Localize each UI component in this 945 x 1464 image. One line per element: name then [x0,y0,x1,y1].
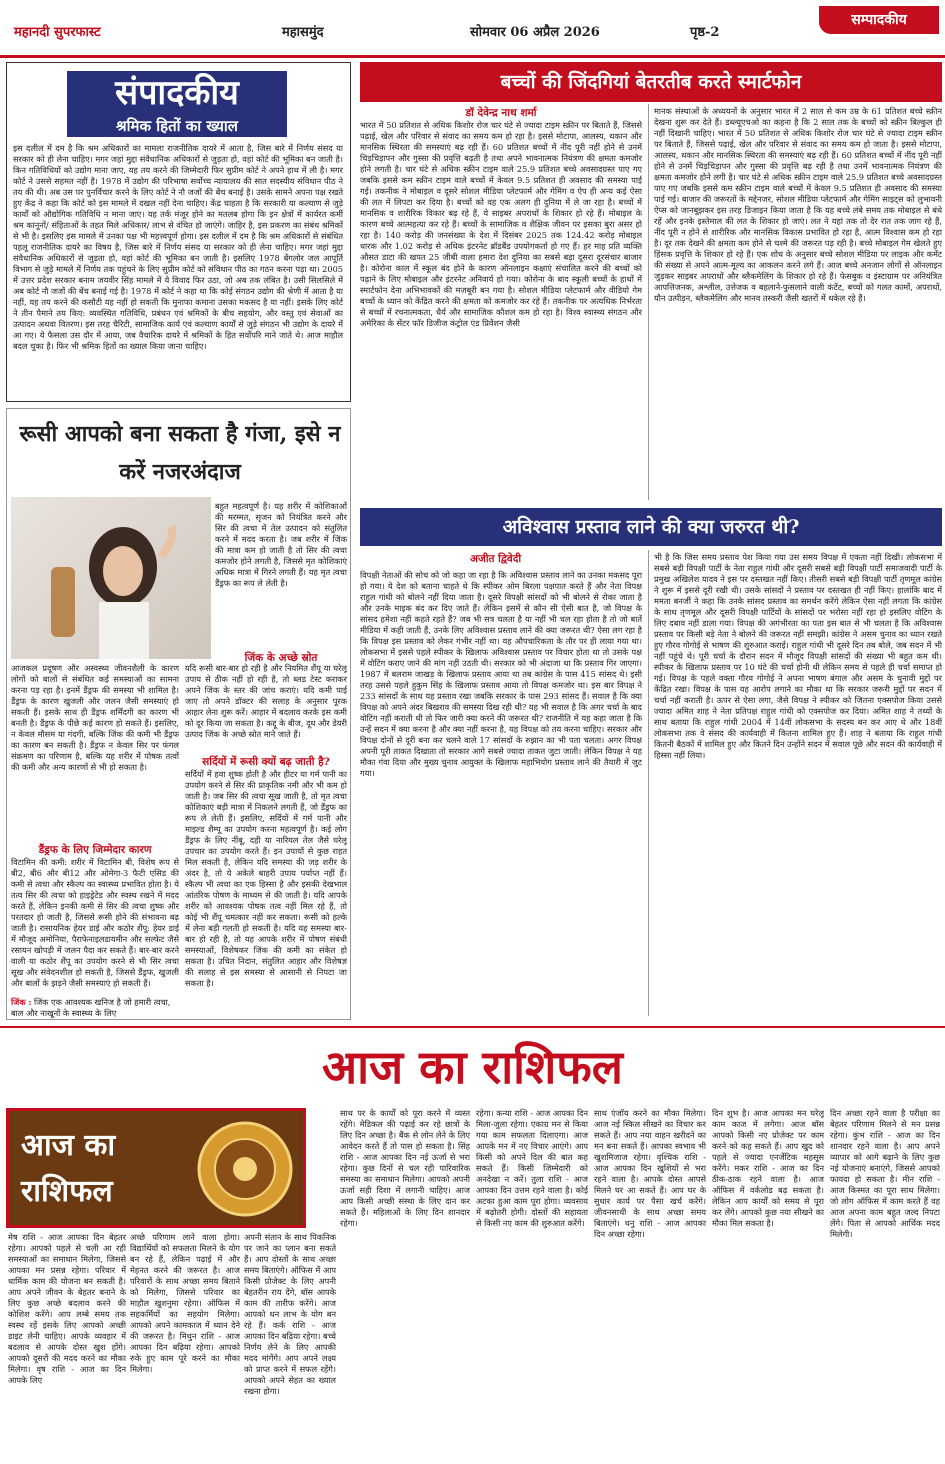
rashifal-col1: मेष राशि - आज आपका दिन बेहतर रहेगा। आपको पहले से चली आ रही समस्याओं का समाधान मिलेगा, जिससे आपका मन प्रसन्न रहेगा। परिवार में धार्मिक काम की योजना बन सकती है। आप अपने जीवन के बेहतर बनाने के लिए कुछ अच्छे बदलाव करने की कोशिश करेंगे। आप लम्बे समय तक स्वस्थ रहें इसके लिए आपको अच्छी डाइट लेनी चाहिए। आपके व्यवहार में बदलाव से आपके दोस्त खुश होंगे। आपको दूसरों की मदद करने का मौका मिलेगा। वृष राशि - आज का दिन आपके लिए [8,1232,126,1385]
smartphone-title: बच्चों की जिंदगियां बेतरतीब करते स्मार्टफोन [360,62,942,102]
noconfidence-col2: भी है कि जिस समय प्रस्ताव पेश किया गया उस समय विपक्ष में एकता नहीं दिखी। लोकसभा में सबसे बड़ी विपक्षी पार्टी के नेता राहुल गांधी और दूसरी सबसे बड़ी विपक्षी पार्टी समाजवादी पार्टी के प्रमुख अखिलेश यादव ने इस पर दस्तखत नहीं किए। तीसरी सबसे बड़ी विपक्षी पार्टी तृणमूल कांग्रेस ने शुरू में इससे दूरी रखी थी। उसके सांसदों ने प्रस्ताव पर दस्तखत ही नहीं किए। हालांकि बाद में ममता बनर्जी ने कहा कि उनके सांसद प्रस्ताव का समर्थन करेंगे लेकिन ऐसा नहीं लगता कि कांग्रेस के साथ तृणमूल और दूसरी विपक्षी पार्टियों के सांसदों पर भरोसा नहीं रहा हो इसलिए वोटिंग के लिए दबाव नहीं डाला गया। विपक्ष की अगंभीरता का पता इस बात से भी चलता है कि अविश्वास प्रस्ताव पर किसी बड़े नेता ने बोलने की जरूरत नहीं समझी। कांग्रेस ने असम चुनाव का ध्यान रखते हुए गौरव गोगोई से भाषण की शुरुआत कराई। राहुल गांधी भी दूसरे दिन तब बोले, जब सदन में भी नहीं पहुंचे थे। पूरी चर्चा के दौरान सदन में मौजूद विपक्षी सांसदों की संख्या भी बहुत कम थी। स्पीकर के खिलाफ प्रस्ताव पर 10 घंटे की चर्चा होनी थी लेकिन समय से पहले ही चर्चा समाप्त हो गई। विपक्ष के पहले वक्ता गौरव गोगोई ने अपना भाषण बंगाल और असम के चुनावी मुद्दों पर केंद्रित रखा। विपक्ष के पास यह आरोप लगाने का मौका था कि सरकार जरूरी मुद्दों पर सदन में चर्चा नहीं कराती है। ऊपर से ऐसा लगा, जैसे विपक्ष ने स्पीकर को जितना एक्सपोज किया उससे ज्यादा अमित शाह ने नेता प्रतिपक्ष राहुल गांधी को एक्सपोज कर दिया। अमित शाह ने तथ्यों के साथ बताया कि राहुल गांधी 2004 में 14वीं लोकसभा के सदस्य बन कर आए थे और 18वीं लोकसभा तक वे संसद की कार्यवाही में कितना शामिल हुए हैं। शाह ने बताया कि राहुल गांधी कितनी बैठकों में शामिल हुए और कितने दिन उन्होंने सदन में सवाल पूछे और सदन की कार्यवाही में हिस्सा नहीं लिया। [654,552,942,760]
masthead [0,0,945,58]
issue-date: सोमवार 06 अप्रैल 2026 [470,25,600,40]
hair-article [6,408,351,1020]
rashifal-col6: साथ एंजॉय करने का मौका मिलेगा। आज नई स्किल सीखने का विचार कर सकते हैं। आप नया वाहन खरीदने का मन बना सकते हैं। आपका स्वभाव भी खुशमिजाज रहेगा। वृश्चिक राशि - आज आपका दिन खुशियों से भरा रहने वाला है। आपके दोस्त आपसे मिलने घर आ सकते हैं। आप घर के सुधार कार्य पर पैसा खर्च करेंगे। जीवनसाथी के साथ अच्छा समय बिताएंगे। धनु राशि - आज आपका दिन अच्छा रहेगा। [594,1108,706,1239]
hair-left-body: आजकल प्रदूषण और अस्वस्थ्य जीवनशैली के कारण लोगों को बालों से संबंधित कई समस्याओं का सामना करना पड़ रहा है। इनमें डैंड्रफ की समस्या भी शामिल है। डैंड्रफ के कारण खुजली और जलन जैसी समस्याएं हो सकती हैं। इसके साथ ही डैंड्रफ शर्मिंदगी का कारण भी बनती है। डैंड्रफ के पीछे कई कारण हो सकते हैं। इसलिए, न केवल मौसम या गंदगी, बल्कि जिंक की कमी भी डैंड्रफ का कारण बन सकती है। डैंड्रफ न केवल सिर पर फंगल संक्रमण का परिणाम है, बल्कि यह शरीर में पोषक तत्वों की कमी और अन्य कारणों से भी हो सकता है। [11,663,179,772]
zinc-label: जिंक : [11,997,32,1007]
hair-photo [11,497,211,659]
rashifal-col8: दिन अच्छा रहने वाला है परीक्षा का बेहतर परिणाम मिलने से मन प्रसन्न रहेगा। कुंभ राशि - आज का दिन शानदार रहने वाला है। आप अपने व्यापार को आगे बढ़ाने के लिए कुछ नई योजनाएं बनाएंगे, जिससे आपको फायदा हो सकता है। मीन राशि - आज किस्मत का पूरा साथ मिलेगा। जो लोग ऑफिस में काम करते हैं वह आज अपना काम बहुत जल्द निपटा लेंगे। पिता से आपको आर्थिक मदद मिलेगी। [830,1108,940,1239]
winter-heading: सर्दियों में रूसी क्यों बढ़ जाती है? [202,756,330,768]
rashifal-col4: साथ पर के कार्यों को पूरा करने में व्यस्त रहेंगे। मेडिकल की पढ़ाई कर रहे छात्रों के लिए दिन अच्छा है। बैंक से लोन लेने के लिए आवेदन करते हैं तो पास हो सकता है। सिंह राशि - आज आपका दिन नई ऊर्जा से भरा रहेगा। कुछ दिनों से चल रही पारिवारिक समस्या का समाधान मिलेगा। आपको अपनी ऊर्जा सही दिशा में लगानी चाहिए। आज आप किसी अच्छी संस्था के लिए दान कर सकते हैं। महिलाओं के लिए दिन शानदार रहेगा। [340,1108,470,1228]
column-rule [648,550,649,1016]
editorial-body: इस दलील में दम है कि श्रम अधिकारों का मामला राजनीतिक दायरे में आता है, जिस बारे में निर्णय संसद या सरकार को ही लेना चाहिए। मगर जहां मुद्दा संवैधानिक अधिकारों से जुड़ता हो, वहां कोर्ट की भूमिका बन जाती है। किन गतिविधियों को उद्योग माना जाए, यह तय करने की जिम्मेदारी फिर सुप्रीम कोर्ट ने अपने हाथ में ली है। मगर कोर्ट ने उससे सहमत नहीं है। 1978 में उद्योग की परिभाषा सर्वोच्च न्यायालय की सात सदस्यीय संविधान पीठ ने तय की थी। अब उस पर पुनर्विचार करने के लिए कोर्ट ने नौ जजों की बेंच बनाई है। उसके सामने अपना पक्ष रखते हुए केंद्र ने कहा कि कोर्ट को इस मामले में दखल नहीं देना चाहिए। केंद्र चाहता है कि सरकारी या कल्याण से जुड़े कार्यों को औद्योगिक गतिविधि न माना जाए। यह तर्क मंजूर होने का मतलब होगा कि इन क्षेत्रों में कार्यरत कर्मी श्रम कानूनों/ संहिताओं के तहत मिले अधिकार/ लाभ से वंचित हो जाएंगे। जाहिर है, इस प्रकरण का संबंध श्रमिकों से भी है। इसलिए इस मामले में उनका पक्ष भी महत्त्वपूर्ण होगा। इस दलील में दम है कि श्रम अधिकारों से संबंधित पहलू राजनीतिक दायरे का विषय है, जिस बारे में निर्णय संसद या सरकार को ही लेना चाहिए। मगर जहां मुद्दा संवैधानिक अधिकारों से जुड़ता हो, वहां कोर्ट की भूमिका बन जाती है। इसलिए 1978 बेंगलोर जल आपूर्ति विभाग से जुड़े मामले में निर्णय तक पहुंचने के लिए सुप्रीम कोर्ट को संविधान पीठ का गठन करना पड़ा था। 2005 में उत्तर प्रदेश सरकार बनाम जयवीर सिंह मामले में ये विवाद फिर उठा, जो अब तक लंबित है। उसी सिलसिले में अब कोर्ट नौ जजों की बेंच बनाई गई है। 1978 में कोर्ट ने कहा था कि कोई संगठन उद्योग की श्रेणी में आता है या नहीं, यह तय करने की कसौटी यह नहीं हो सकती कि मुनाफा कमाना उसका मकसद है या नहीं। इसके लिए कोर्ट ने तीन पैमाने तय किए: व्यवस्थित गतिविधि, प्रबंधन एवं श्रमिकों के बीच सहयोग, और वस्तु एवं सेवाओं का उत्पादन अथवा वितरण। इस तरह चैरिटी, सामाजिक कार्य एवं कल्याण कार्यों से जुड़े संगठन भी उद्योग के दायरे में आ गए। ये फैसला उस दौर में आया, जब वैचारिक दायरे में श्रमिकों के हित सर्वोपरि माने जाते थे। आज माहौल बदल चुका है। फिर भी श्रमिक हितों का ख्याल किया जाना चाहिए। [13,143,343,351]
smartphone-col1: भारत में 50 प्रतिशत से अधिक किशोर रोज चार घंटे से ज्यादा टाइम स्क्रीन पर बिताते हैं, जिससे पढ़ाई, खेल और परिवार से संवाद का समय कम हो रहा है। इससे मोटापा, आलस्य, थकान और मानसिक स्थिरता की समस्याएं बढ़ रही हैं। 60 प्रतिशत बच्चों में नींद पूरी नहीं होने से उनमें चिड़चिड़ापन और गुस्सा की प्रवृत्ति बढ़ती है तथा अपने भावनात्मक नियंत्रण की क्षमता कमजोर होने लगती है। चार घंटे से अधिक स्क्रीन टाइम वाले 25.9 प्रतिशत बच्चे अवसादग्रस्त पाए गए जबकि इससे कम स्क्रीन टाइम वाले बच्चों में केवल 9.5 प्रतिशत ही अवसाद की समस्या पाई गई। तकनीक ने मोबाइल व दूसरे सोशल मीडिया प्लेटफार्म और गेमिंग व ऐप ही अन्य कई ऐसा की लत में लिपटा कर दिया है। बच्चों को वह एक अलग ही दुनिया में ले जा रहा है। बच्चों में मानसिक व शारीरिक विकार बढ़ रहे हैं, ये साइबर अपराधों के शिकार हो रहे हैं। मोबाइल के कारण बच्चे आत्महत्या कर रहे हैं। बच्चों के सामाजिक व शैक्षिक जीवन पर इसका बुरा असर हो रहा है। 140 करोड़ की जनसंख्या के देश में दिसंबर 2025 तक 124.42 करोड़ मोबाइल धारक और 1.02 करोड़ से अधिक इंटरनेट ब्रॉडबैंड उपयोगकर्ता हो गए हैं। हर माह प्रति व्यक्ति औसत डाटा की खपत 25 जीबी वाला हमारा देश दुनिया का सबसे बड़ा दूसरा दूरसंचार बाजार है। कोरोना काल में स्कूल बंद होने के कारण ऑनलाइन कक्षाएं संचालित करने की बच्चों को पढ़ाने के लिए मोबाइल और इंटरनेट अनिवार्य हो गया। कोरोना के बाद स्कूली बच्चों के हाथों में स्मार्टफोन देना अभिभावकों की मजबूरी बन गया है। सोशल मीडिया प्लेटफार्म और वीडियो गेम बच्चों के ध्यान को केंद्रित करने की क्षमता को कमजोर कर रहे हैं। तकनीक पर अत्यधिक निर्भरता से बच्चों में रचनात्मकता, धैर्य और सामाजिक कौशल कम हो रहा है। विश्व स्वास्थ्य संगठन और अमेरिका के सेंटर फॉर डिजीज कंट्रोल एंड प्रिवेंशन जैसी [360,120,642,328]
rashifal-col5: रहेगा। कन्या राशि - आज आपका दिन मिला-जुला रहेगा। एकाग्र मन से किया गया काम सफलता दिलाएगा। आज आपके मन में नए विचार आएंगे। आप किसी को अपने दिल की बात कह सकते हैं। किसी जिम्मेदारी को अनदेखा न करें। तुला राशि - आज आपका दिन उत्तम रहने वाला है। कोई अटका हुआ काम पूरा होगा। व्यवसाय में बढ़ोतरी होगी। दोस्तों की सहायता से किसी नए काम की शुरुआत करेंगे। [476,1108,588,1228]
city-name: महासमुंद [282,25,324,40]
editorial-title: श्रमिक हितों का ख्याल [67,115,287,137]
rashifal-col7: दिन शुभ है। आज आपका मन घरेलू काम काज में लगेगा। आज बॉस आपको किसी नए प्रोजेक्ट पर काम करने को कह सकते हैं। आप खुद को पहले से ज्यादा एनर्जेटिक महसूस करेंगे। मकर राशि - आज का दिन ठीक-ठाक रहने वाला है। आज ऑफिस में वर्कलोड बढ़ सकता है। लेकिन आप कार्यों को समय से पूरा कर लेंगे। आपको कुछ नया सीखने का मौका मिल सकता है। [712,1108,824,1228]
zinc-last: जिंक एक आवश्यक खनिज है जो हमारी त्वचा, बाल और नाखूनों के स्वास्थ्य के लिए [11,997,171,1018]
smartphone-col2: मानक संस्थाओं के अध्ययनों के अनुसार भारत में 2 साल से कम उम्र के 61 प्रतिशत बच्चे स्क्रीन देखना शुरू कर देते हैं। डब्ल्यूएचओ का कहना है कि 2 साल तक के बच्चों को स्क्रीन बिल्कुल ही नहीं दिखानी चाहिए। भारत में 50 प्रतिशत से अधिक किशोर रोज चार घंटे से ज्यादा टाइम स्क्रीन पर बिताते हैं, जिससे पढ़ाई, खेल और परिवार से संवाद का समय कम हो जाता है। इससे मोटापा, आलस्य, थकान और मानसिक स्थिरता की समस्याएं बढ़ रही हैं। 60 प्रतिशत बच्चों में नींद पूरी नहीं होने से उनमें चिड़चिड़ापन और गुस्सा की प्रवृत्ति बढ़ रही है तथा उनमें भावनात्मक नियंत्रण की क्षमता कमजोर होने लगी है। चार घंटे से अधिक स्क्रीन टाइम वाले 25.9 प्रतिशत बच्चे अवसादग्रस्त पाए गए जबकि इससे कम स्क्रीन टाइम वाले बच्चों में केवल 9.5 प्रतिशत ही अवसाद की समस्या पाई गई। बाजार की जरूरतों के मद्देनजर, सोशल मीडिया प्लेटफार्म और गेमिंग साइट्स को लुभावनी ऐप्स को जानबूझकर इस तरह डिजाइन किया जाता है कि यह बच्चे लंबे समय तक मोबाइल से बंधे रहें और इनके इस्तेमाल की लत के शिकार हो जाएं। लत ने यहां तक तो देर रात तक जाग रहे हैं, नींद पूरी न होने से शारीरिक और मानसिक विकास प्रभावित हो रहा है, आत्म विश्वास कम हो रहा है। दूर तक देखने की क्षमता कम होने से चश्मे की जरूरत पड़ रही है। बच्चे मोबाइल गेम खेलते हुए हिंसक प्रवृत्ति के शिकार हो रहे हैं। एक शोध के अनुसार बच्चे सोशल मीडिया पर लाइक और कमेंट की संख्या से अपने आत्म-मूल्य का आकलन करने लगे हैं। आज बच्चे अनजान लोगों से ऑनलाइन जुड़कर साइबर अपराधों और ब्लैकमेलिंग के शिकार हो रहे हैं। फेसबुक व इंस्टाग्राम पर अनियंत्रित आपत्तिजनक, अश्लील, उत्तेजक व बहलाने-फुसलाने वाली कंटेंट, बच्चों को गलत कामों, अपराधों, यौन उत्पीड़न, ब्लैकमेलिंग और मानव तस्करी जैसी खतरों में धकेल रहे हैं। [654,106,942,303]
zinc-body: यदि रूसी बार-बार हो रही है और नियमित शैंपू या घरेलू उपाय से ठीक नहीं हो रही है, तो ब्लड टेस्ट कराकर अपने जिंक के स्तर की जांच कराएं। यदि कमी पाई जाए तो अपने डॉक्टर की सलाह के अनुसार पूरक आहार लेना शुरू करें। आहार में बदलाव करके इस कमी को दूर किया जा सकता है। कद्दू के बीज, दूध और डेयरी उत्पाद जिंक के अच्छे स्रोत माने जाते हैं। [185,663,347,739]
page-number: पृष्ठ-2 [690,25,720,40]
noconfidence-col1: विपक्षी नेताओं की सोच को जो कहा जा रहा है कि अविश्वास प्रस्ताव लाने का उनका मकसद पूरा हो गया। ये देश को बताना चाहते थे कि स्पीकर ओम बिरला पक्षपात करते हैं और नेता विपक्ष राहुल गांधी को बोलने नहीं दिया जाता है। दूसरे विपक्षी सांसदों को भी बोलने से रोका जाता है और उनके माइक बंद कर दिए जाते हैं। लेकिन इसमें से कौन सी ऐसी बात है, जो विपक्ष के सांसद हमेशा नहीं कहते रहते हैं? जब भी सत्र चलता है या नहीं भी चल रहा होता है तो जो बातें मीडिया में कही जाती हैं, उनके लिए अविश्वास प्रस्ताव लाने की क्या जरूरत थी? ऐसा लग रहा है कि विपक्ष इस प्रस्ताव को लेकर गंभीर नहीं था। यह औपचारिकता के तौर पर ही लाया गया था। लोकसभा में इससे पहले स्पीकर के खिलाफ अविश्वास प्रस्ताव पर विचार होता था तो उसके पक्ष में वोटिंग कराए जाने की मांग नहीं उठती थी। सरकार को भी अंदाजा था कि प्रस्ताव गिर जाएगा। 1987 में बलराम जाखड़ के खिलाफ प्रस्ताव आया था तब कांग्रेस के पास 415 सांसद थे। इसी तरह उससे पहले हुकुम सिंह के खिलाफ प्रस्ताव आया तो विपक्ष कमजोर था। इस बार विपक्ष ने 233 सांसदों के साथ यह प्रस्ताव रखा जबकि सरकार के पास 293 सांसद हैं। सवाल है कि क्या विपक्ष को अपने अंदर बिखराव की समस्या दिख रही थी? यह भी सवाल है कि अगर चर्चा के बाद वोटिंग नहीं कराती थी तो फिर जारी क्या करने की जरूरत थी? राजनीति में यह कहा जाता है कि उन्हें सदन में क्या करना है और क्या नहीं करना है, यह विपक्ष को तय करना चाहिए। सरकार और विपक्ष दोनों से दूरी बना कर चलने वाले 17 सांसदों के रुझान का भी पता चलता। अगर विपक्ष अपनी पूरी ताकत दिखाता तो सरकार आगे सबसे ज्यादा ताकत जुटा जाती। लेकिन विपक्ष ने यह मौका गंवा दिया और मुख्य चुनाव आयुक्त के खिलाफ महाभियोग प्रस्ताव लाने की तैयारी में जुट गया। [360,570,642,778]
editorial-box [6,62,351,402]
winter-body: सर्दियों में हवा शुष्क होती है और हीटर या गर्म पानी का उपयोग करने से सिर की प्राकृतिक नमी और भी कम हो जाती है। जब सिर की त्वचा सूख जाती है, तो मृत त्वचा कोशिकाएं बड़ी मात्रा में निकलने लगती हैं, जो डैंड्रफ का रूप ले लेती हैं। इसलिए, सर्दियों में गर्म पानी और माइल्ड शैम्पू का उपयोग करना महत्वपूर्ण है। कई लोग डैंड्रफ के लिए नींबू, दही या नारियल तेल जैसे घरेलू उपचार का उपयोग करते हैं। इन उपायों से कुछ राहत मिल सकती है, लेकिन यदि समस्या की जड़ शरीर के अंदर है, तो ये अकेले बाहरी उपाय पर्याप्त नहीं हैं। स्कैल्प भी त्वचा का एक हिस्सा है और इसकी देखभाल आंतरिक पोषण के माध्यम से की जाती है। यदि आपके शरीर को आवश्यक पोषक तत्व नहीं मिल रहे हैं, तो कोई भी शैंपू चमत्कार नहीं कर सकता। रूसी को हल्के में लेना बड़ी गलती हो सकती है। यदि यह समस्या बार-बार हो रही है, तो यह आपके शरीर में पोषण संबंधी समस्याओं, विशेषकर जिंक की कमी का संकेत हो सकता है। उचित निदान, संतुलित आहार और विशेषज्ञ की सलाह से इस समस्या से आसानी से निपटा जा सकता है। [185,769,347,988]
noconfidence-author: अजीत द्विवेदी [470,553,522,565]
hair-intro: बहुत महत्वपूर्ण है। यह शरीर में कोशिकाओं की मरम्मत, सृजन को नियंत्रित करने और सिर की त्वचा में तेल उत्पादन को संतुलित करने में मदद करता है। जब शरीर में जिंक की मात्रा कम हो जाती है तो सिर की त्वचा कमजोर होने लगती है, जिससे मृत कोशिकाएं अधिक मात्रा में गिरने लगती हैं। यह मृत त्वचा डैंड्रफ का रूप ले लेती है। [215,501,347,588]
zinc-heading: जिंक के अच्छे स्रोत [244,652,318,664]
noconfidence-article [360,508,942,1020]
tile-line1: आज का [21,1128,116,1163]
rashifal-title: आज का राशिफल [322,1040,623,1094]
deficiency-body: विटामिन की कमी: शरीर में विटामिन बी, विशेष रूप से बी2, बी6 और बी12 और ओमेगा-3 फैटी एसिड की कमी से त्वचा और स्कैल्प का स्वास्थ्य प्रभावित होता है। ये तत्व सिर की त्वचा को हाइड्रेटेड और स्वस्थ रखने में मदद करते हैं, लेकिन इनकी कमी से सिर की त्वचा शुष्क और परतदार हो जाती है, जिससे रूसी होने की संभावना बढ़ जाती है। रासायनिक हेयर डाई और कठोर शैंपू: हेयर डाई में मौजूद अमोनिया, पैराफेनाइलडायमीन और सल्फेट जैसे रसायन खोपड़ी में जलन पैदा कर सकते हैं। बार-बार करने वाली या कठोर शैंपू का उपयोग करने से भी सिर त्वचा सूख और संवेदनशील हो सकती है, जिससे डैंड्रफ, खुजली और बालों के झड़ने जैसी समस्याएं हो सकती हैं। [11,857,179,988]
deficiency-heading: डैंड्रफ के लिए जिम्मेदार कारण [38,844,152,856]
woman-hair-illustration [11,497,211,659]
paper-name: महानदी सुपरफास्ट [14,25,101,40]
editorial-banner: संपादकीय [67,71,287,115]
hair-title: रूसी आपको बना सकता है गंजा, इसे न करें नजरअंदाज [19,421,341,485]
noconfidence-title: अविश्वास प्रस्ताव लाने की क्या जरुरत थी? [360,508,942,546]
column-rule [648,104,649,500]
tile-line2: राशिफल [21,1174,113,1209]
section-logo: सम्पादकीय [819,6,939,34]
rashifal-col3: अपनी संतान के साथ पिकनिक पर जाने का प्लान बना सकते हैं। आप दोस्तों के साथ अच्छा समय बिताएंगे। ऑफिस में आप किसी प्रोजेक्ट के लिए अपनी बेहतरीन राय देंगे, बॉस आपके काम की तारीफ करेंगे। आज आपको धन लाभ के योग बन रहे हैं। कर्क राशि - आज आपका दिन बढ़िया रहेगा। बच्चे निर्णय लेने के लिए आपकी मदद मांगेंगे। आप अपने लक्ष्य को प्राप्त करने में सफल रहेंगे। आपको अपने सेहत का ख्याल रखना होगा। [244,1232,336,1396]
rashifal-tile [6,1108,306,1228]
rashifal-banner [0,1026,945,1104]
smartphone-article [360,62,942,504]
zinc-last-line [11,997,179,1019]
zodiac-wheel-icon [195,1119,295,1219]
smartphone-author: डॉ देवेन्द्र नाथ शर्मा [465,107,537,119]
rashifal-col2: अच्छे परिणाम लाने वाला होगा। विद्यार्थियों को सफलता मिलने के योग बन रहे हैं, लेकिन पढ़ाई में और मेहनत करने की जरूरत है। आज परिवारों के साथ अच्छा समय बिताने को मिलेगा, जिससे परिवार का माहौल खुशनुमा रहेगा। ऑफिस में सहकर्मियों का सहयोग मिलेगा। आपको अपने कामकाज में ध्यान देने की जरूरत है। मिथुन राशि - आज आपका दिन बढ़िया रहेगा। आपको रुके हुए काम पूरे करने का मौका मिलेगा। [130,1232,240,1374]
